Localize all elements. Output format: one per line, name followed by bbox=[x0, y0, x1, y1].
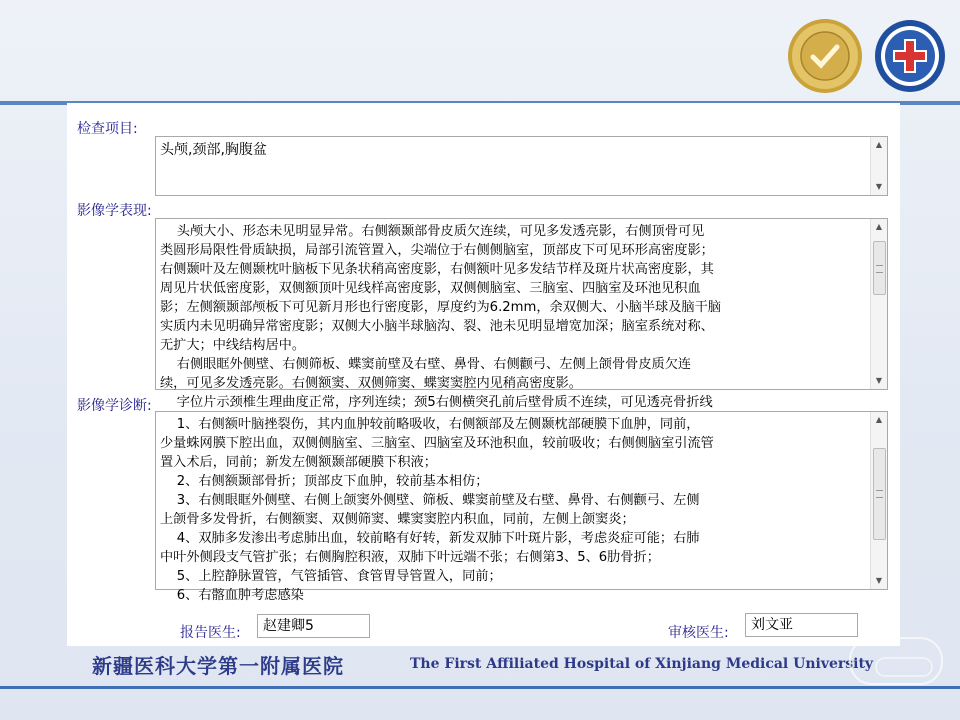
exam-scrollbar[interactable] bbox=[870, 137, 887, 195]
findings-line: 右侧眼眶外侧壁、右侧筛板、蝶窦前壁及右壁、鼻骨、右侧颧弓、左侧上颌骨骨皮质欠连 bbox=[160, 357, 692, 372]
diagnosis-line: 2、右侧额颞部骨折；顶部皮下血肿，较前基本相仿； bbox=[160, 474, 489, 489]
findings-line: 影；左侧额颞部颅板下可见新月形也行密度影，厚度约为6.2mm，余双侧大、小脑半球及脑干脑 bbox=[160, 300, 721, 315]
review-doctor-label: 审核医生: bbox=[668, 625, 729, 641]
diagnosis-line: 置入术后，同前；新发左侧额颞部硬膜下积液； bbox=[160, 455, 437, 470]
findings-line: 右侧颞叶及左侧颞枕叶脑板下见条状稍高密度影，右侧额叶见多发结节样及斑片状高密度影，其 bbox=[160, 262, 714, 277]
diagnosis-line: 5、上腔静脉置管，气管插管、食管胃导管置入，同前； bbox=[160, 569, 502, 584]
diagnosis-line: 1、右侧额叶脑挫裂伤，其内血肿较前略吸收，右侧额部及左侧颞枕部硬膜下血肿，同前， bbox=[160, 417, 700, 432]
diagnosis-line: 6、右髂血肿考虑感染 bbox=[160, 588, 304, 603]
watermark-logo-icon bbox=[846, 630, 946, 690]
diagnosis-line: 中叶外侧段支气管扩张；右侧胸腔积液，双肺下叶远端不张；右侧第3、5、6肋骨折； bbox=[160, 550, 660, 565]
diagnosis-scroll-thumb[interactable] bbox=[873, 448, 886, 540]
hospital-name-en: The First Affiliated Hospital of Xinjiang Medical University bbox=[410, 656, 874, 672]
diagnosis-line: 3、右侧眼眶外侧壁、右侧上颌窦外侧壁、筛板、蝶窦前壁及右壁、鼻骨、右侧颧弓、左侧 bbox=[160, 493, 700, 508]
accreditation-seal-icon bbox=[786, 17, 864, 95]
report-doctor-label: 报告医生: bbox=[180, 625, 241, 641]
diagnosis-textarea[interactable] bbox=[155, 411, 888, 603]
exam-label: 检查项目: bbox=[77, 121, 138, 137]
review-doctor-field[interactable]: 刘文亚 bbox=[745, 613, 858, 637]
scroll-down-arrow-icon[interactable]: ▼ bbox=[875, 576, 883, 585]
footer-rule bbox=[0, 686, 960, 689]
diagnosis-text bbox=[160, 415, 867, 605]
hospital-name-cn: 新疆医科大学第一附属医院 bbox=[92, 654, 344, 678]
findings-scrollbar[interactable] bbox=[870, 219, 887, 389]
findings-text bbox=[160, 222, 867, 412]
findings-line: 实质内未见明确异常密度影；双侧大小脑半球脑沟、裂、池未见明显增宽加深；脑室系统对称、 bbox=[160, 319, 714, 334]
findings-line: 类圆形局限性骨质缺损，局部引流管置入，尖端位于右侧侧脑室，顶部皮下可见环形高密度影； bbox=[160, 243, 714, 258]
diagnosis-line: 上颌骨多发骨折，右侧额窦、双侧筛窦、蝶窦窦腔内积血，同前，左侧上颌窦炎； bbox=[160, 512, 635, 527]
findings-line: 字位片示颈椎生理曲度正常，序列连续；颈5右侧横突孔前后壁骨质不连续，可见透亮骨折线 bbox=[160, 395, 713, 410]
findings-line: 续，可见多发透亮影。右侧额窦、双侧筛窦、蝶窦窦腔内见稍高密度影。 bbox=[160, 376, 582, 391]
findings-textarea[interactable] bbox=[155, 218, 888, 410]
report-doctor-field[interactable]: 赵建卿5 bbox=[257, 614, 370, 638]
scroll-up-arrow-icon[interactable]: ▲ bbox=[875, 415, 883, 424]
diagnosis-label: 影像学诊断: bbox=[77, 398, 152, 414]
diagnosis-scrollbar[interactable] bbox=[870, 412, 887, 589]
findings-line: 无扩大；中线结构居中。 bbox=[160, 338, 306, 353]
findings-label: 影像学表现: bbox=[77, 203, 152, 219]
findings-line: 头颅大小、形态未见明显异常。右侧额颞部骨皮质欠连续，可见多发透亮影，右侧顶骨可见 bbox=[160, 224, 705, 239]
exam-textarea[interactable] bbox=[155, 136, 888, 196]
scroll-up-arrow-icon[interactable]: ▲ bbox=[875, 222, 883, 231]
findings-line: 周见片状低密度影，双侧额顶叶见线样高密度影，双侧侧脑室、三脑室、四脑室及环池见积血 bbox=[160, 281, 701, 296]
findings-scroll-thumb[interactable] bbox=[873, 241, 886, 295]
diagnosis-line: 4、双肺多发渗出考虑肺出血，较前略有好转，新发双肺下叶斑片影，考虑炎症可能；右肺 bbox=[160, 531, 700, 546]
hospital-logo-icon bbox=[874, 19, 946, 93]
scroll-up-arrow-icon[interactable]: ▲ bbox=[875, 140, 883, 149]
exam-value: 头颅,颈部,胸腹盆 bbox=[160, 142, 267, 158]
scroll-down-arrow-icon[interactable]: ▼ bbox=[875, 182, 883, 191]
scroll-down-arrow-icon[interactable]: ▼ bbox=[875, 376, 883, 385]
diagnosis-line: 少量蛛网膜下腔出血，双侧侧脑室、三脑室、四脑室及环池积血，较前吸收；右侧侧脑室引流管 bbox=[160, 436, 714, 451]
